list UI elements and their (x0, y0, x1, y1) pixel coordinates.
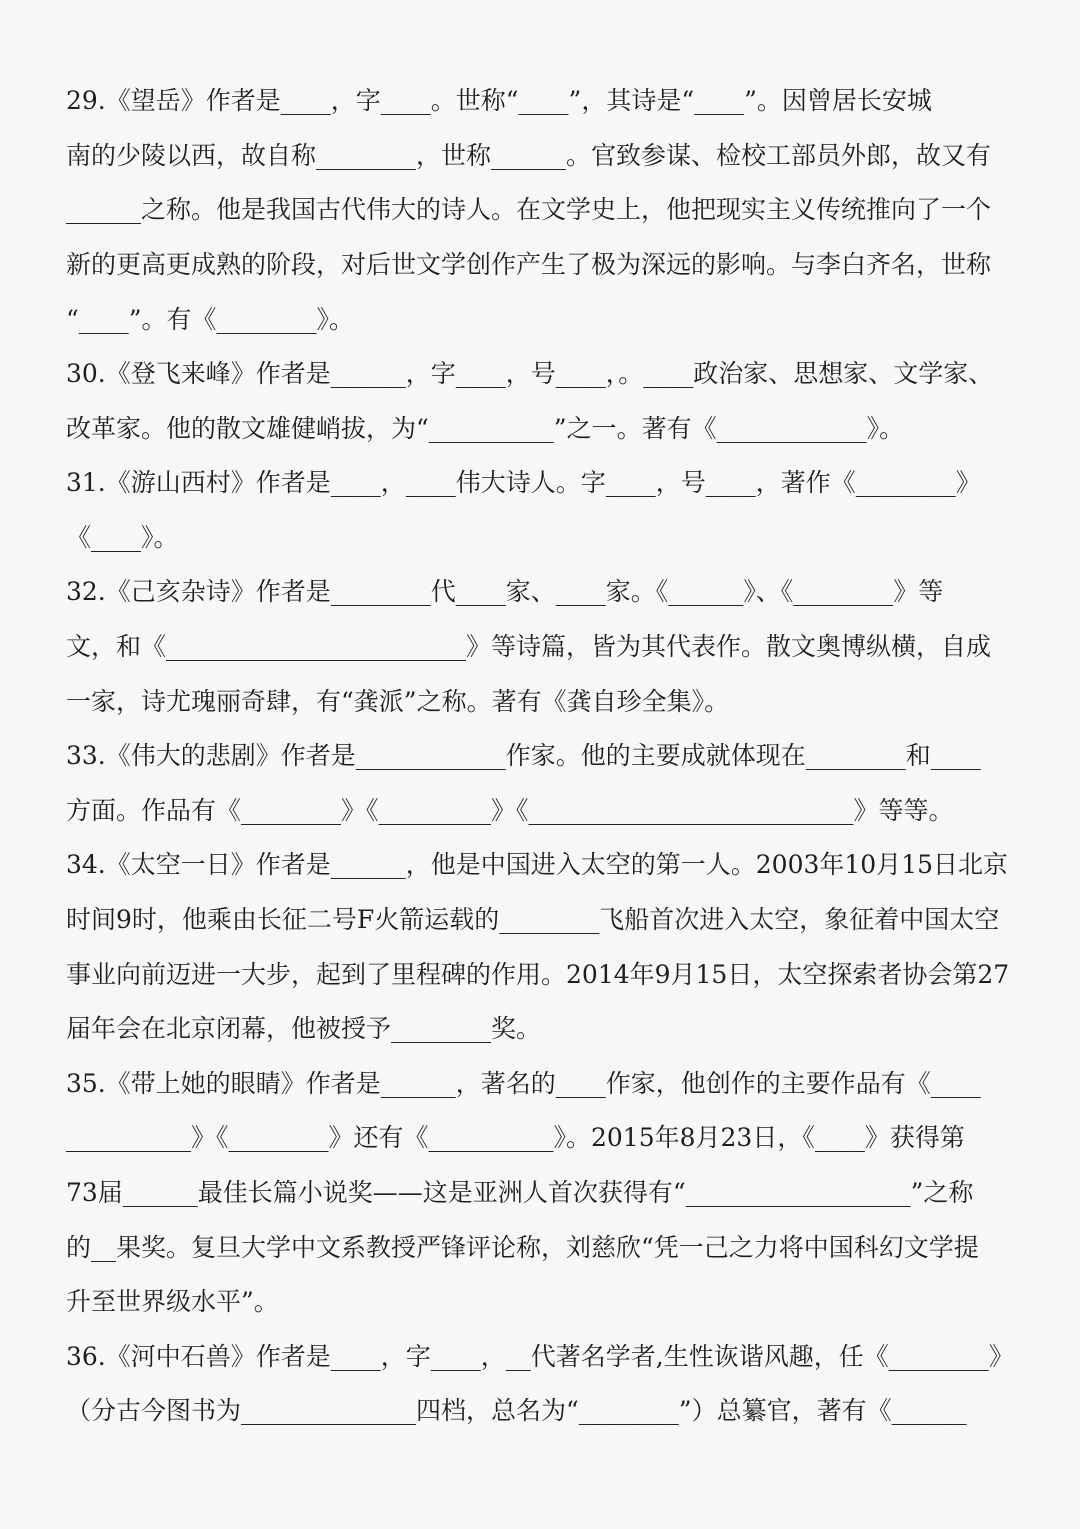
text-line: 改革家。他的散文雄健峭拔，为“__________”之一。著有《____________》。 (66, 414, 905, 443)
text-line: ______之称。他是我国古代伟大的诗人。在文学史上，他把现实主义传统推向了一个 (66, 195, 992, 224)
text-line: 32.《己亥杂诗》作者是________代____家、____家。《______》、《________》等 (66, 577, 944, 606)
text-line: （分古今图书为______________四档，总名为“________”）总纂官，著有《______ (66, 1396, 967, 1425)
text-line: “____”。有《________》。 (66, 305, 355, 334)
text-line: 30.《登飞来峰》作者是______，字____，号____，。____政治家、思想家、文学家、 (66, 359, 994, 388)
text-line: 33.《伟大的悲剧》作者是____________作家。他的主要成就体现在________和____ (66, 741, 981, 770)
text-line: 34.《太空一日》作者是______，他是中国进入太空的第一人。2003年10月15日北京 (66, 850, 1009, 879)
text-line: 时间9时，他乘由长征二号F火箭运载的________飞船首次进入太空，象征着中国太空 (66, 905, 1000, 934)
text-line: 届年会在北京闭幕，他被授予________奖。 (66, 1014, 542, 1043)
text-line: 一家，诗尤瑰丽奇肆，有“龚派”之称。著有《龚自珍全集》。 (66, 687, 730, 716)
text-line: 方面。作品有《________》《_________》《__________________________》等等。 (66, 796, 954, 825)
text-line: 的__果奖。复旦大学中文系教授严锋评论称，刘慈欣“凭一己之力将中国科幻文学提 (66, 1233, 979, 1262)
text-line: 事业向前迈进一大步，起到了里程碑的作用。2014年9月15日，太空探索者协会第27 (66, 960, 1010, 989)
text-line: 29.《望岳》作者是____，字____。世称“____”，其诗是“____”。因曾居长安城 (66, 86, 932, 115)
text-line: 35.《带上她的眼睛》作者是______，著名的____作家，他创作的主要作品有《____ (66, 1069, 981, 1098)
text-line: 31.《游山西村》作者是____，____伟大诗人。字____，号____，著作《________》 (66, 468, 981, 497)
text-line: 《____》。 (66, 523, 179, 552)
text-line: 升至世界级水平”。 (66, 1287, 279, 1316)
text-line: __________》《________》还有《__________》。2015年8月23日，《____》获得第 (66, 1123, 965, 1152)
text-line: 南的少陵以西，故自称________，世称______。官致参谋、检校工部员外郎，故又有 (66, 141, 992, 170)
text-line: 36.《河中石兽》作者是____，字____，__代著名学者,生性诙谐风趣，任《________》 (66, 1342, 1014, 1371)
text-line: 文，和《________________________》等诗篇，皆为其代表作。散文奥博纵横，自成 (66, 632, 992, 661)
text-line: 新的更高更成熟的阶段，对后世文学创作产生了极为深远的影响。与李白齐名，世称 (66, 250, 992, 279)
text-line: 73届______最佳长篇小说奖——这是亚洲人首次获得有“__________________”之称 (66, 1178, 974, 1207)
